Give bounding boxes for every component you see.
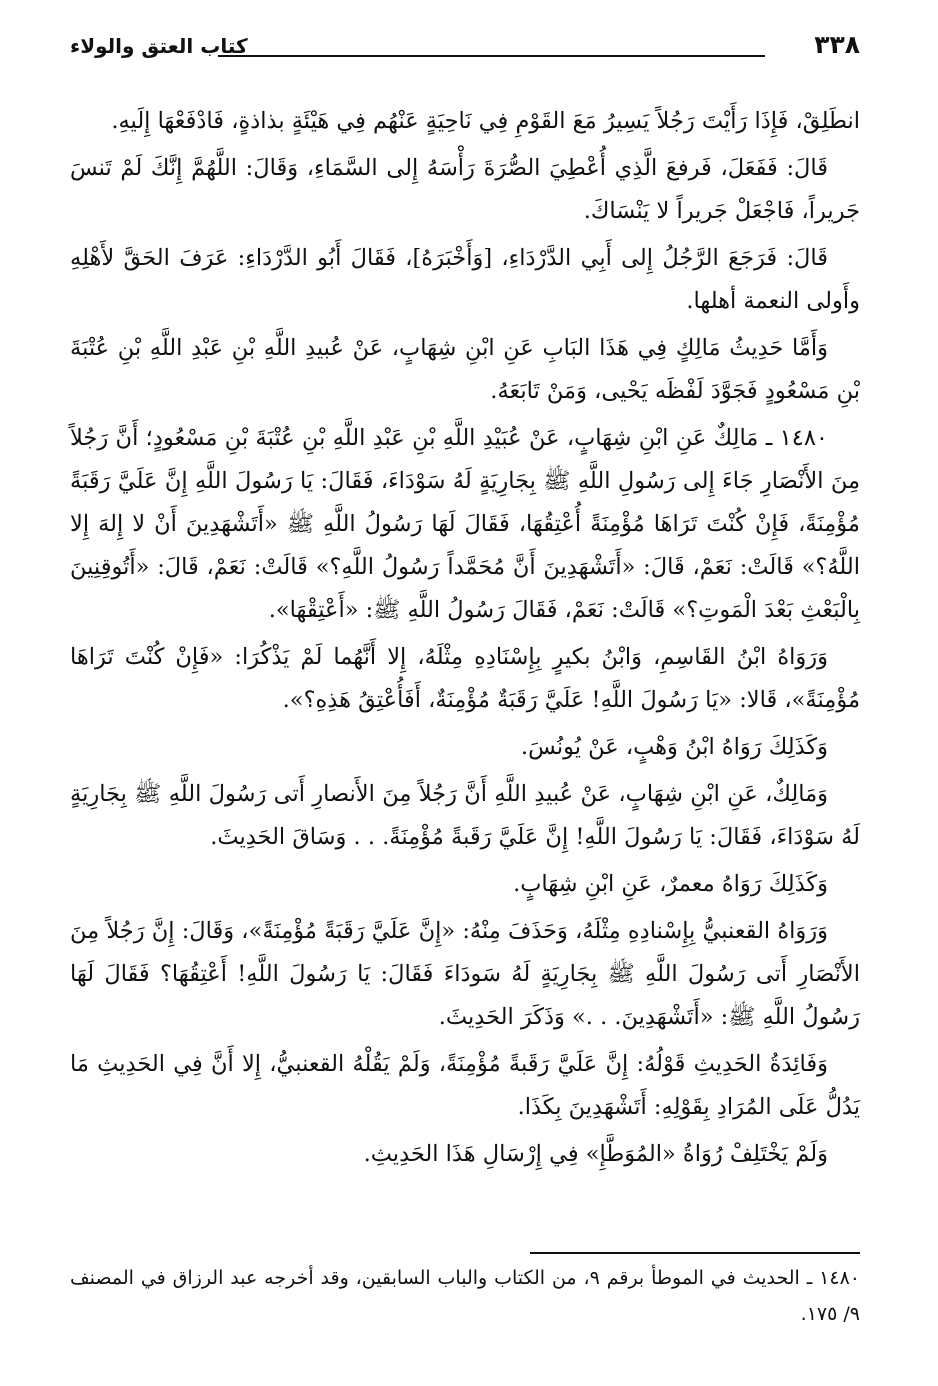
body-text bbox=[70, 100, 860, 1180]
paragraph: قَالَ: فَرَجَعَ الرَّجُلُ إِلى أَبِي الدَّرْدَاءِ، [وَأَخْبَرَهُ]، فَقَالَ أَبُو الدَّرْدَاءِ: عَرَفَ الحَقَّ لأَهْلِهِ وأَولى النعمة أهلها. bbox=[70, 245, 860, 314]
hadith-paragraph: ١٤٨٠ ـ مَالِكٌ عَنِ ابْنِ شِهَابٍ، عَنْ عُبَيْدِ اللَّهِ بْنِ عَبْدِ اللَّهِ بْنِ عُتْبَةَ بْنِ مَسْعُودٍ؛ أَنَّ رَجُلاً مِنَ الأَنْصَارِ جَاءَ إِلى رَسُولِ اللَّهِ ﷺ بِجَارِيَةٍ لَهُ سَوْدَاءَ، فَقَالَ: يَا رَسُولَ اللَّهِ إِنَّ عَلَيَّ رَقَبَةً مُؤْمِنَةً، فَإِنْ كُنْتَ تَرَاهَا مُؤْمِنَةً أُعْتِقُهَا، فَقَالَ لَهَا رَسُولُ اللَّهِ ﷺ «أَتَشْهَدِينَ أَنْ لا إِلهَ إِلا اللَّهُ؟» قَالَتْ: نَعَمْ، قَالَ: «أَتَشْهَدِينَ أَنَّ مُحَمَّداً رَسُولُ اللَّهِ؟» قَالَتْ: نَعَمْ، قَالَ: «أَتُوقِنِينَ بِالْبَعْثِ بَعْدَ الْمَوتِ؟» قَالَتْ: نَعَمْ، فَقَالَ رَسُولُ اللَّهِ ﷺ: «أَعْتِقْهَا». bbox=[70, 425, 860, 623]
paragraph: وَفَائِدَةُ الحَدِيثِ قَوْلُهُ: إِنَّ عَلَيَّ رَقَبةً مُؤْمِنَةً، وَلَمْ يَقُلْهُ القعنبيُّ، إِلا أَنَّ فِي الحَدِيثِ مَا يَدُلُّ عَلَى المُرَادِ بِقَوْلِهِ: أَتَشْهَدِينَ بِكَذَا. bbox=[70, 1051, 860, 1120]
page-header bbox=[70, 30, 860, 70]
header-rule bbox=[218, 55, 765, 57]
paragraph: وَرَوَاهُ القعنبيُّ بِإِسْنادِهِ مِثْلَهُ، وَحَذَفَ مِنْهُ: «إِنَّ عَلَيَّ رَقَبَةً مُؤْمِنَةً»، وَقَالَ: إِنَّ رَجُلاً مِنَ الأَنْصَارِ أَتى رَسُولَ اللَّهِ ﷺ بِجَارِيَةٍ لَهُ سَودَاءَ فَقَالَ: يَا رَسُولَ اللَّهِ! أَعْتِقُهَا؟ فَقَالَ لَهَا رَسُولُ اللَّهِ ﷺ: «أَتَشْهَدِينَ. . .» وَذَكَرَ الحَدِيثَ. bbox=[70, 918, 860, 1030]
paragraph: وَكَذَلِكَ رَوَاهُ ابْنُ وَهْبٍ، عَنْ يُونُسَ. bbox=[520, 734, 828, 760]
paragraph: وَكَذَلِكَ رَوَاهُ معمرٌ، عَنِ ابْنِ شِهَابٍ. bbox=[513, 871, 828, 897]
paragraph: قَالَ: فَفَعَلَ، فَرفعَ الَّذِي أُعْطِيَ الصُّرَةَ رَأْسَهُ إِلى السَّمَاءِ، وَقَالَ: اللَّهُمَّ إِنَّكَ لَمْ تَنسَ جَريراً، فَاجْعَلْ جَريراً لا يَنْسَاكَ. bbox=[70, 155, 860, 224]
paragraph: وَلَمْ يَخْتَلِفْ رُوَاةُ «المُوَطَّإِ» فِي إِرْسَالِ هَذَا الحَدِيثِ. bbox=[363, 1141, 828, 1167]
paragraph: انطَلِقْ، فَإِذَا رَأَيْتَ رَجُلاً يَسِيرُ مَعَ القَوْمِ فِي نَاحِيَةٍ عَنْهُم فِي هَيْئَةٍ بذاذةٍ، فَادْفَعْهَا إِلَيهِ. bbox=[111, 108, 860, 134]
running-title: كتاب العتق والولاء bbox=[70, 34, 248, 58]
page-number: ٣٣٨ bbox=[814, 30, 860, 59]
paragraph: وَرَوَاهُ ابْنُ القَاسِمِ، وَابْنُ بكيرٍ بِإِسْنَادِهِ مِثْلَهُ، إِلا أَنَّهُما لَمْ يَذْكُرَا: «فَإِنْ كُنْتَ تَرَاهَا مُؤْمِنَةً»، قَالا: «يَا رَسُولَ اللَّهِ! عَلَيَّ رَقَبَةٌ مُؤْمِنَةٌ، أَفَأُعْتِقُ هَذِهِ؟». bbox=[70, 644, 860, 713]
footnote: ١٤٨٠ ـ الحديث في الموطأ برقم ٩، من الكتاب والباب السابقين، وقد أخرجه عبد الرزاق في المصنف ٩/ ١٧٥. bbox=[70, 1267, 860, 1325]
paragraph: وَمَالِكٌ، عَنِ ابْنِ شِهَابٍ، عَنْ عُبيدِ اللَّهِ أَنَّ رَجُلاً مِنَ الأَنصارِ أَتى رَسُولَ اللَّهِ ﷺ بِجَارِيَةٍ لَهُ سَوْدَاءَ، فَقَالَ: يَا رَسُولَ اللَّهِ! إِنَّ عَلَيَّ رَقَبةً مُؤْمِنَةً. . . وَسَاقَ الحَدِيثَ. bbox=[70, 781, 860, 850]
paragraph: وَأَمَّا حَدِيثُ مَالِكٍ فِي هَذَا البَابِ عَنِ ابْنِ شِهَابٍ، عَنْ عُبيدِ اللَّهِ بْنِ عَبْدِ اللَّهِ بْنِ عُتْبَةَ بْنِ مَسْعُودٍ فَجَوَّدَ لَفْظَه يَحْيى، وَمَنْ تَابَعَهُ. bbox=[70, 335, 860, 404]
footnote-rule bbox=[530, 1252, 860, 1254]
